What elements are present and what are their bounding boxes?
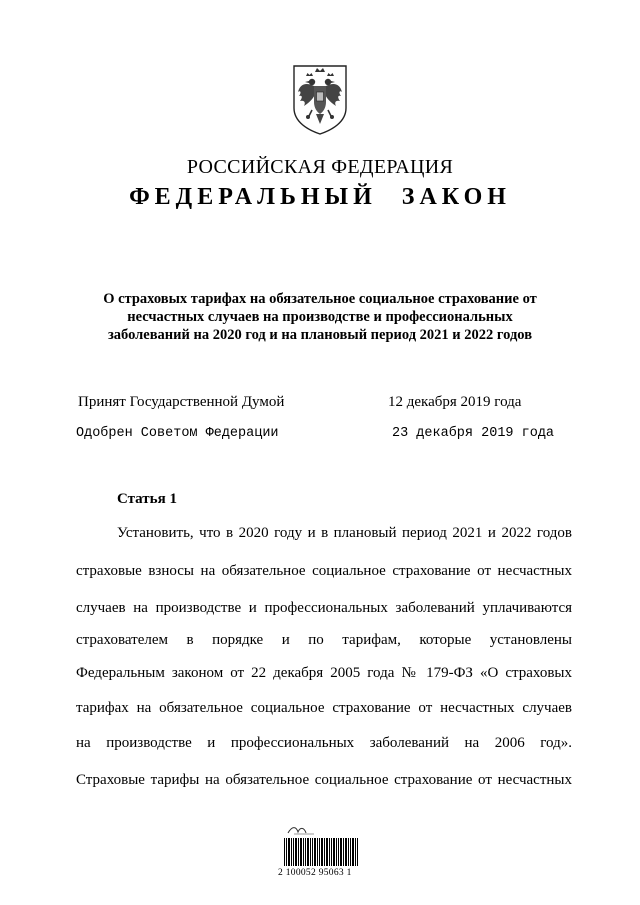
article-text-line: Страховые тарифы на обязательное социальное страхование от несчастных bbox=[76, 772, 572, 788]
council-approval-label: Одобрен Советом Федерации bbox=[76, 426, 279, 441]
article-text-line: страховые взносы на обязательное социальное страхование от несчастных bbox=[76, 563, 572, 579]
council-approval-date: 23 декабря 2019 года bbox=[392, 426, 555, 441]
article-text-line: страхователем в порядке и по тарифам, которые установлены bbox=[76, 632, 572, 648]
article-text-line: случаев на производстве и профессиональных заболеваний уплачиваются bbox=[76, 600, 572, 616]
article-text-line: Федеральным законом от 22 декабря 2005 года № 179-ФЗ «О страховых bbox=[76, 665, 572, 681]
country-name: РОССИЙСКАЯ ФЕДЕРАЦИЯ bbox=[186, 156, 454, 178]
barcode-icon bbox=[284, 838, 358, 866]
article-text-line: Установить, что в 2020 году и в плановый период 2021 и 2022 годов bbox=[117, 525, 572, 541]
law-title-line: О страховых тарифах на обязательное социальное страхование от bbox=[103, 291, 537, 307]
article-heading: Статья 1 bbox=[117, 491, 177, 507]
law-title-line: заболеваний на 2020 год и на плановый период 2021 и 2022 годов bbox=[107, 327, 533, 343]
law-title-line: несчастных случаев на производстве и профессиональных bbox=[127, 309, 513, 325]
article-text-line: на производстве и профессиональных заболеваний на 2006 год». bbox=[76, 735, 572, 751]
duma-adoption-label: Принят Государственной Думой bbox=[78, 394, 285, 410]
coat-of-arms-icon bbox=[288, 62, 352, 136]
article-text-line: тарифах на обязательное социальное страхование от несчастных случаев bbox=[76, 700, 572, 716]
barcode-number: 2 100052 95063 1 bbox=[278, 868, 352, 878]
duma-adoption-date: 12 декабря 2019 года bbox=[388, 394, 522, 410]
document-type: ФЕДЕРАЛЬНЫЙ ЗАКОН bbox=[129, 184, 511, 210]
law-title bbox=[90, 290, 550, 344]
registration-mark-icon bbox=[284, 824, 354, 836]
